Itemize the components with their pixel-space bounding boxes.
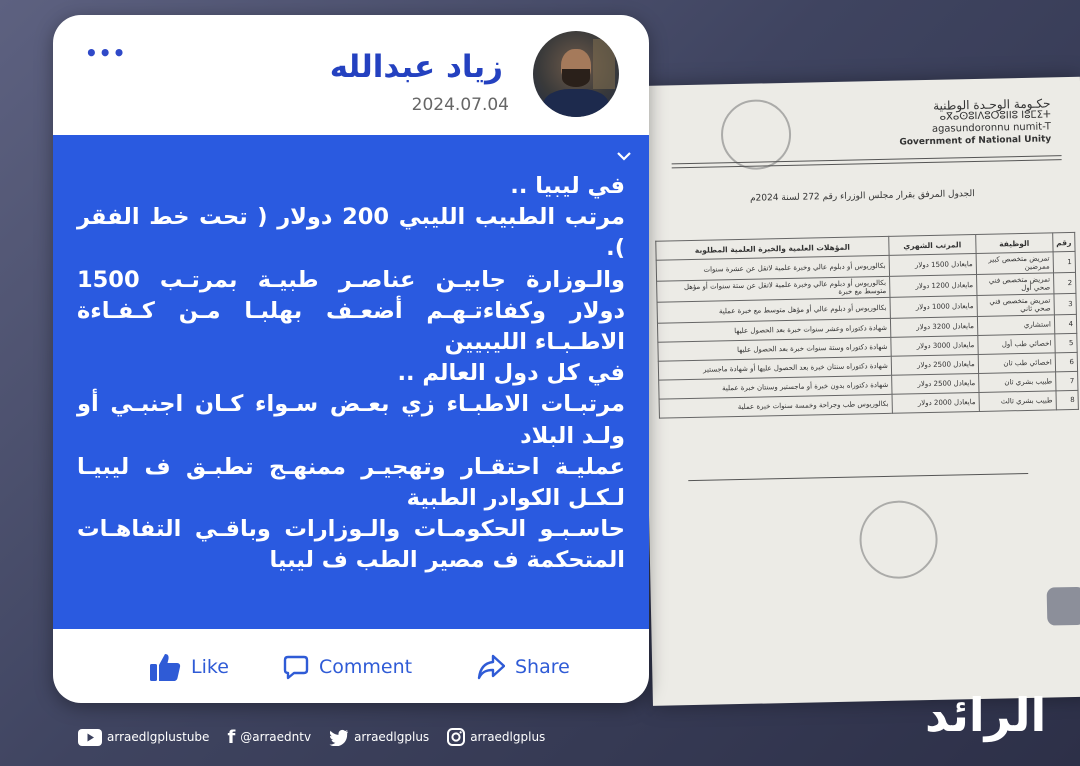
instagram-link[interactable] xyxy=(447,728,545,746)
facebook-icon: f xyxy=(227,726,236,748)
table-cell: مايعادل 2500 دولار xyxy=(891,354,978,375)
table-cell: تمريض متخصص فني صحي ثاني xyxy=(977,294,1054,317)
social-post-card xyxy=(53,15,649,703)
table-cell: مايعادل 1200 دولار xyxy=(889,274,976,297)
scanned-document xyxy=(640,77,1080,706)
table-cell: بكالوريوس أو دبلوم عالي أو مؤهل متوسط مع خبرة عملية xyxy=(657,297,890,323)
comment-icon xyxy=(283,654,309,680)
table-cell: 5 xyxy=(1055,333,1078,352)
table-cell: 7 xyxy=(1055,371,1078,390)
post-date: 2024.07.04 xyxy=(411,95,509,115)
document-title: الجدول المرفق بقرار مجلس الوزراء رقم 272 لسنة 2024م xyxy=(749,189,975,204)
table-cell: طبيب بشري ثالث xyxy=(979,391,1056,412)
thumbs-up-icon xyxy=(149,652,181,682)
table-cell: 2 xyxy=(1053,272,1076,293)
like-label: Like xyxy=(191,656,229,678)
table-cell: 6 xyxy=(1055,352,1078,371)
gov-name-english: Government of National Unity xyxy=(899,134,1052,148)
post-paragraph: مرتب الطبيب الليبي 200 دولار ( تحت خط الفقر ). xyxy=(77,204,625,262)
twitter-handle: arraedlgplus xyxy=(354,730,430,744)
table-cell: مايعادل 1000 دولار xyxy=(890,295,977,318)
header-salary: المرتب الشهري xyxy=(889,235,976,256)
header-number: رقم xyxy=(1053,232,1076,251)
youtube-link[interactable] xyxy=(78,729,209,746)
like-button[interactable] xyxy=(149,647,229,687)
table-cell: شهادة دكتوراه وستة سنوات خبرة بعد الحصول عليها xyxy=(658,337,891,361)
table-cell: استشاري xyxy=(977,315,1054,336)
table-cell: 3 xyxy=(1054,293,1077,314)
share-label: Share xyxy=(515,656,570,678)
table-cell: مايعادل 2500 دولار xyxy=(891,373,978,394)
table-cell: مايعادل 2000 دولار xyxy=(892,392,979,413)
post-text xyxy=(77,171,625,577)
table-cell: بكالوريوس أو دبلوم عالي وخبرة علمية لاتقل عن ستة سنوات أو مؤهل متوسط مع خبرة xyxy=(657,276,890,302)
document-header xyxy=(899,97,1052,148)
author-name[interactable]: زياد عبدالله xyxy=(329,49,503,85)
post-paragraph: مرتبـات الاطبـاء زي بعـض سـواء كـان اجنبـي أو ولـد البلاد xyxy=(77,391,625,449)
gov-name-tifinagh: ⴰⴳⴰⵙⵓⵏⴷⵓⵔⵓⵏⵏⵓ ⵏⵓⵎⵉⵜ xyxy=(939,109,1051,123)
twitter-icon xyxy=(329,729,349,746)
post-paragraph: والـوزارة جابيـن عناصـر طبيـة بمرتـب 1500 دولار وكفاءتـهـم أضعـف بهلبـا مـن كـفـاءة الاطـبـاء الليبيين xyxy=(77,266,625,356)
youtube-handle: arraedlgplustube xyxy=(107,730,210,744)
gov-name-latin: agasundoronnu numit-T xyxy=(931,121,1052,135)
facebook-link[interactable] xyxy=(227,727,311,748)
chevron-down-icon[interactable] xyxy=(616,145,632,166)
post-paragraph: عمليـة احتقـار وتهجيـر ممنهـج تطبـق ف ليبيـا لـكـل الكوادر الطبية xyxy=(77,453,625,512)
avatar-body xyxy=(543,89,609,117)
table-cell: شهادة دكتوراه وعشر سنوات خبرة بعد الحصول عليها xyxy=(657,318,890,342)
avatar[interactable] xyxy=(533,31,619,117)
instagram-icon xyxy=(447,728,465,746)
post-paragraph: في ليبيا .. xyxy=(510,173,625,199)
table-cell: شهادة دكتوراه بدون خبرة أو ماجستير وسنتان خبرة عملية xyxy=(659,375,892,399)
table-cell: تمريض متخصص كبير ممرضين xyxy=(976,252,1053,275)
divider xyxy=(688,473,1028,481)
gov-name-arabic: حكـومة الوحـدة الوطنية xyxy=(932,96,1051,113)
ministry-stamp-icon xyxy=(859,500,939,580)
more-dots-icon[interactable]: ••• xyxy=(85,41,127,65)
facebook-handle: @arraedntv xyxy=(240,730,312,744)
table-cell: شهادة دكتوراه سنتان خبرة بعد الحصول عليها أو شهادة ماجستير xyxy=(658,356,891,380)
instagram-handle: arraedlgplus xyxy=(470,730,546,744)
table-cell: مايعادل 3200 دولار xyxy=(890,316,977,337)
post-body xyxy=(53,135,649,629)
share-button[interactable] xyxy=(477,647,570,687)
header-job: الوظيفة xyxy=(976,233,1053,254)
table-cell: طبيب بشري ثان xyxy=(978,372,1055,393)
bookshelf xyxy=(593,39,615,89)
post-paragraph: حاسـبـو الحكومـات والـوزارات وباقـي التفاهـات المتحكمة ف مصير الطب ف ليبيا xyxy=(77,516,625,574)
table-cell: 1 xyxy=(1053,251,1076,272)
share-icon xyxy=(477,654,505,680)
header-qualifications: المؤهلات العلمية والخبرة العلمية المطلوبة xyxy=(656,236,889,260)
comment-label: Comment xyxy=(319,656,413,678)
copy-icon xyxy=(1047,587,1080,626)
divider xyxy=(672,159,1062,168)
social-footer xyxy=(78,724,563,750)
youtube-icon xyxy=(78,729,102,746)
post-actions xyxy=(53,629,649,703)
government-seal-icon xyxy=(720,99,791,170)
table-cell: اخصائي طب ثان xyxy=(978,353,1055,374)
post-paragraph: في كل دول العالم .. xyxy=(397,360,625,387)
table-cell: 4 xyxy=(1054,314,1077,333)
table-cell: بكالوريوس أو دبلوم عالي وخبرة علمية لاتقل عن عشرة سنوات xyxy=(656,255,889,281)
table-cell: مايعادل 1500 دولار xyxy=(889,254,976,277)
table-cell: تمريض متخصص فني صحي أول xyxy=(976,273,1053,296)
twitter-link[interactable] xyxy=(329,729,429,746)
table-cell: مايعادل 3000 دولار xyxy=(891,335,978,356)
table-cell: 8 xyxy=(1056,390,1079,409)
avatar-beard xyxy=(562,69,590,87)
brand-logo: الرائد xyxy=(925,688,1047,742)
table-cell: بكالوريوس طب وجراحة وخمسة سنوات خبرة عملية xyxy=(659,394,892,418)
comment-button[interactable] xyxy=(283,647,412,687)
table-cell: اخصائي طب أول xyxy=(978,334,1055,355)
salary-table xyxy=(655,232,1079,419)
